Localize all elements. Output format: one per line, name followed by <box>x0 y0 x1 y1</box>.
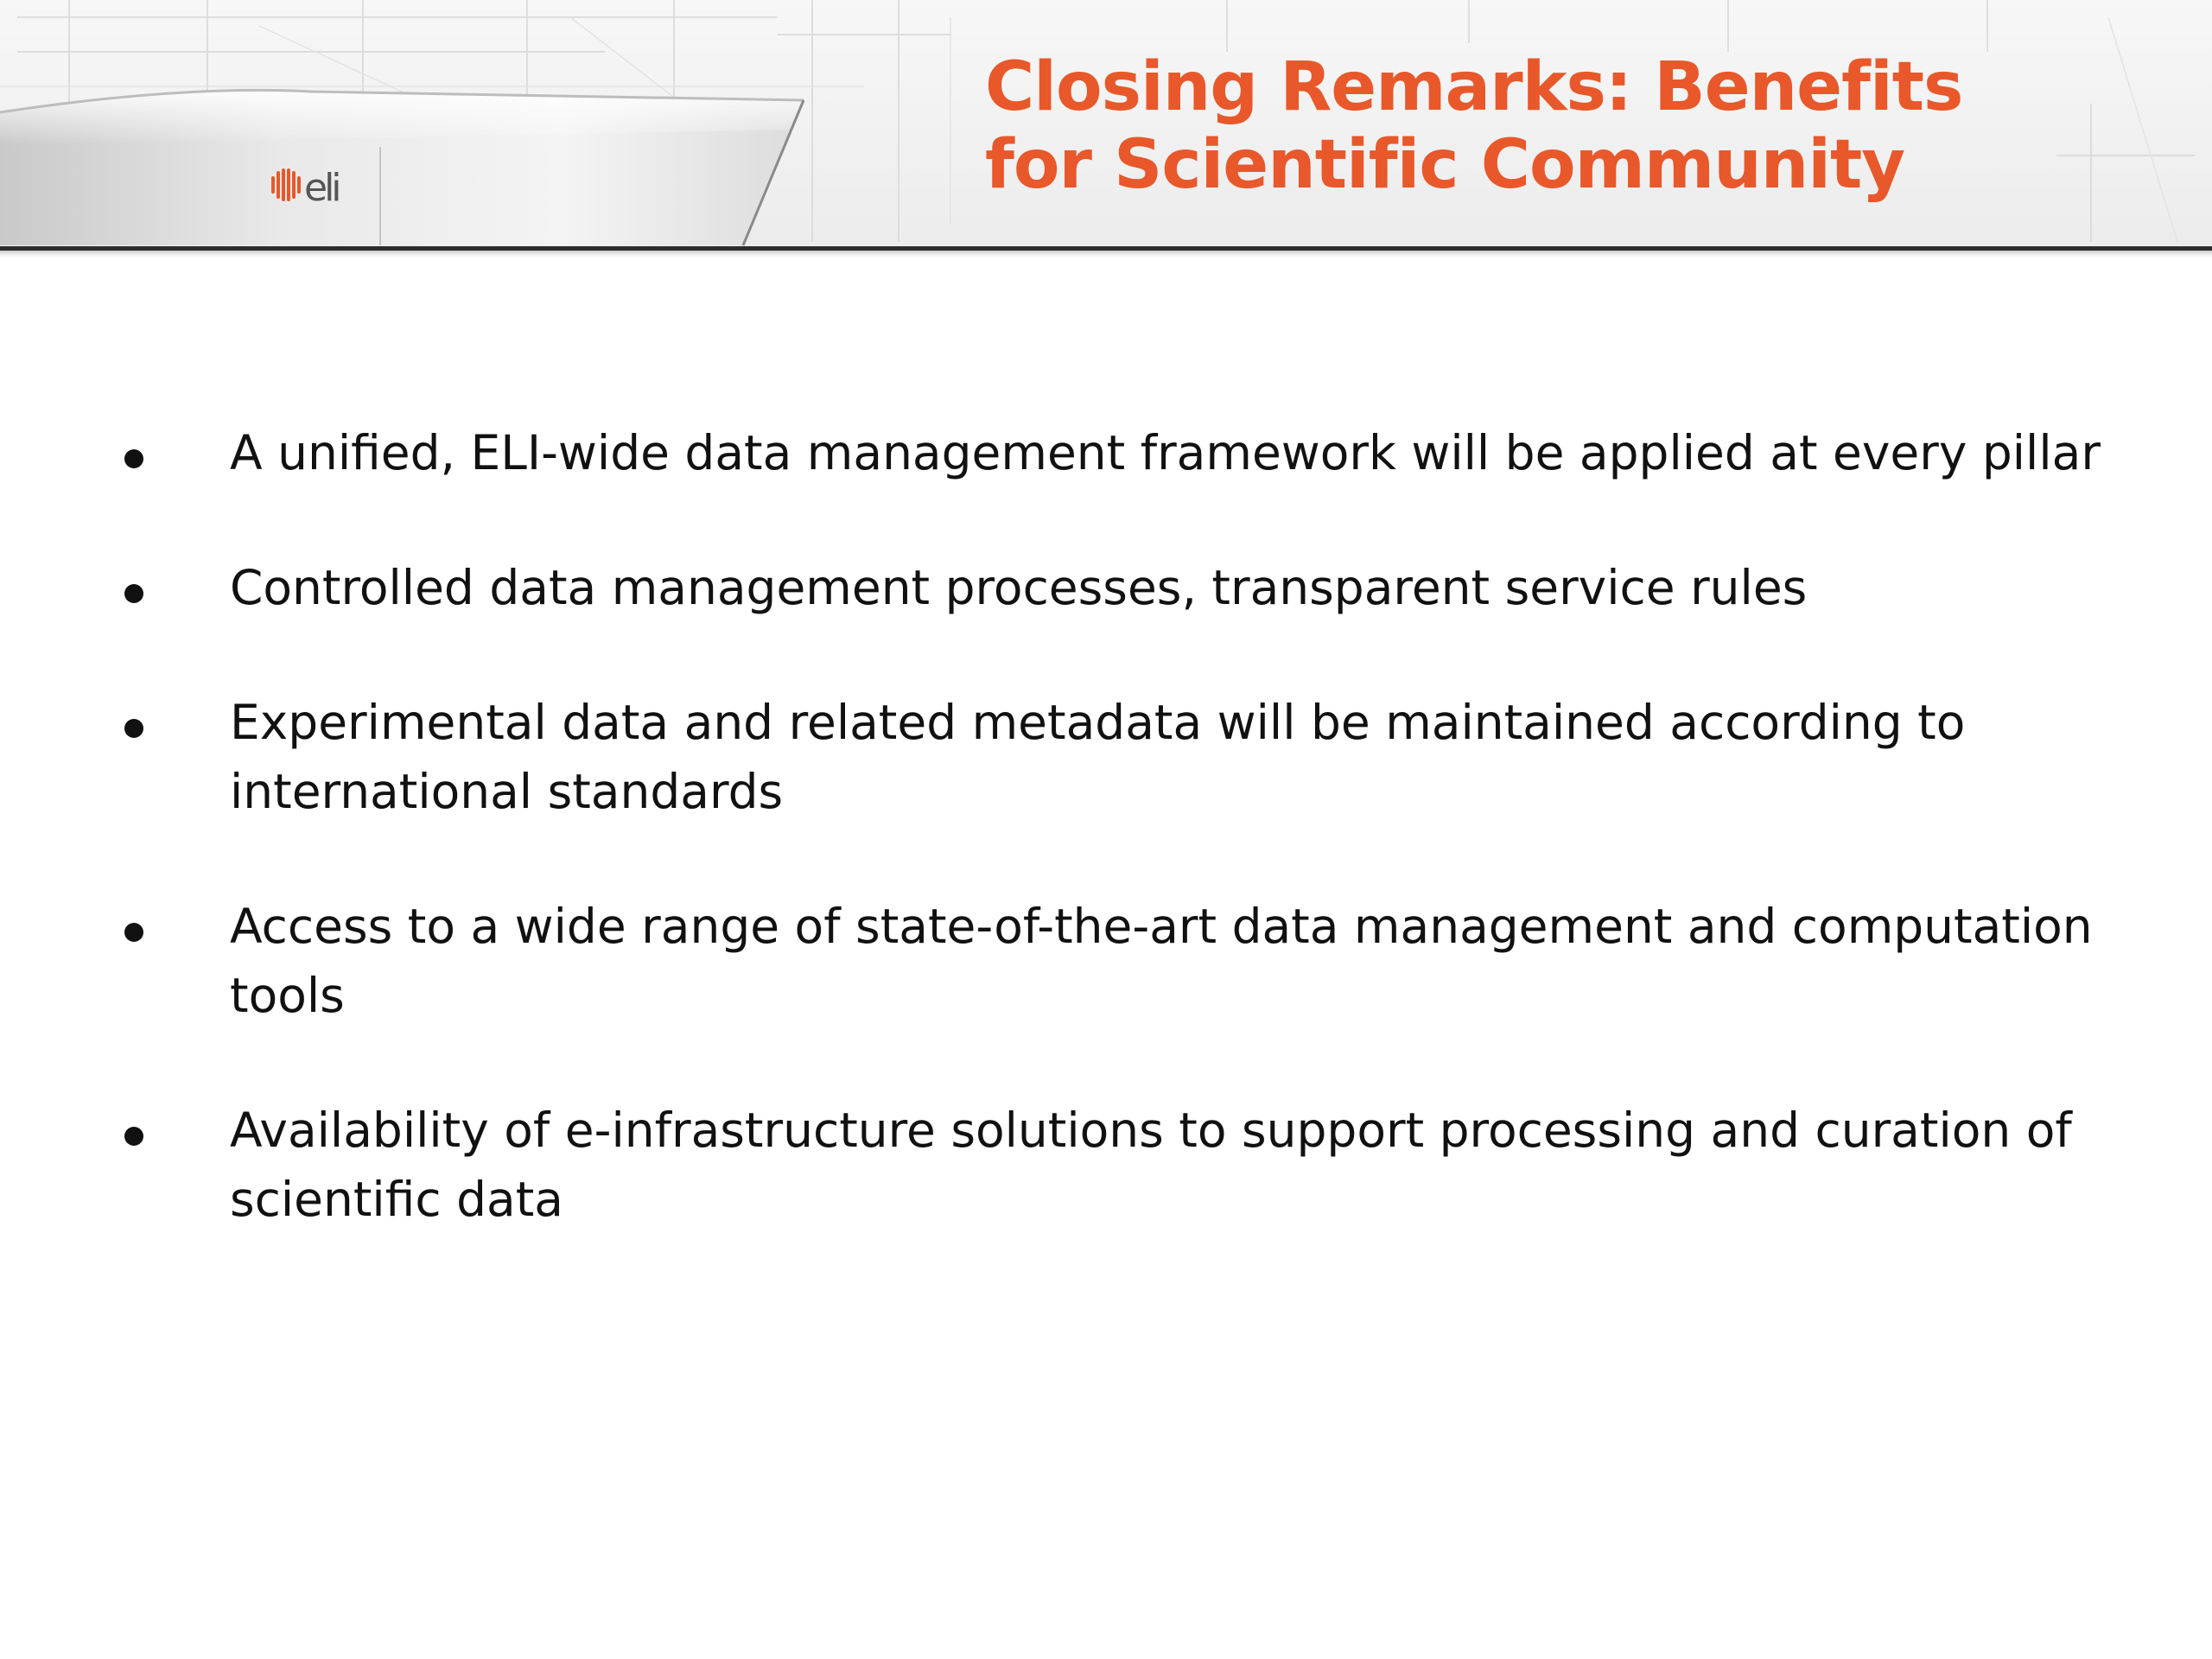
bullet-item <box>0 553 2131 622</box>
bullet-dot-icon <box>124 1127 143 1146</box>
slide-title <box>985 48 2177 204</box>
logo-wordmark: eli <box>304 166 339 210</box>
eli-logo <box>270 161 365 213</box>
bullet-text: Experimental data and related metadata will be maintained according to international standards <box>230 695 1966 819</box>
bullet-text: Access to a wide range of state-of-the-art data management and computation tools <box>230 899 2093 1023</box>
bullet-dot-icon <box>124 719 143 738</box>
bullet-item <box>0 688 2131 826</box>
bullet-text: A unified, ELI-wide data management framework will be applied at every pillar <box>230 425 2101 480</box>
bullet-text: Controlled data management processes, transparent service rules <box>230 560 1808 615</box>
bullet-item <box>0 892 2131 1030</box>
slide-header <box>0 0 2212 259</box>
title-line-1: Closing Remarks: Benefits <box>985 48 1963 126</box>
bullet-dot-icon <box>124 449 143 468</box>
bullet-dot-icon <box>124 584 143 603</box>
bullet-dot-icon <box>124 923 143 942</box>
bullet-list <box>0 418 2212 1300</box>
title-line-2: for Scientific Community <box>985 126 1905 204</box>
bullet-item <box>0 418 2131 487</box>
bullet-text: Availability of e-infrastructure solutions to support processing and curation of scientific data <box>230 1103 2072 1227</box>
bullet-item <box>0 1096 2131 1234</box>
